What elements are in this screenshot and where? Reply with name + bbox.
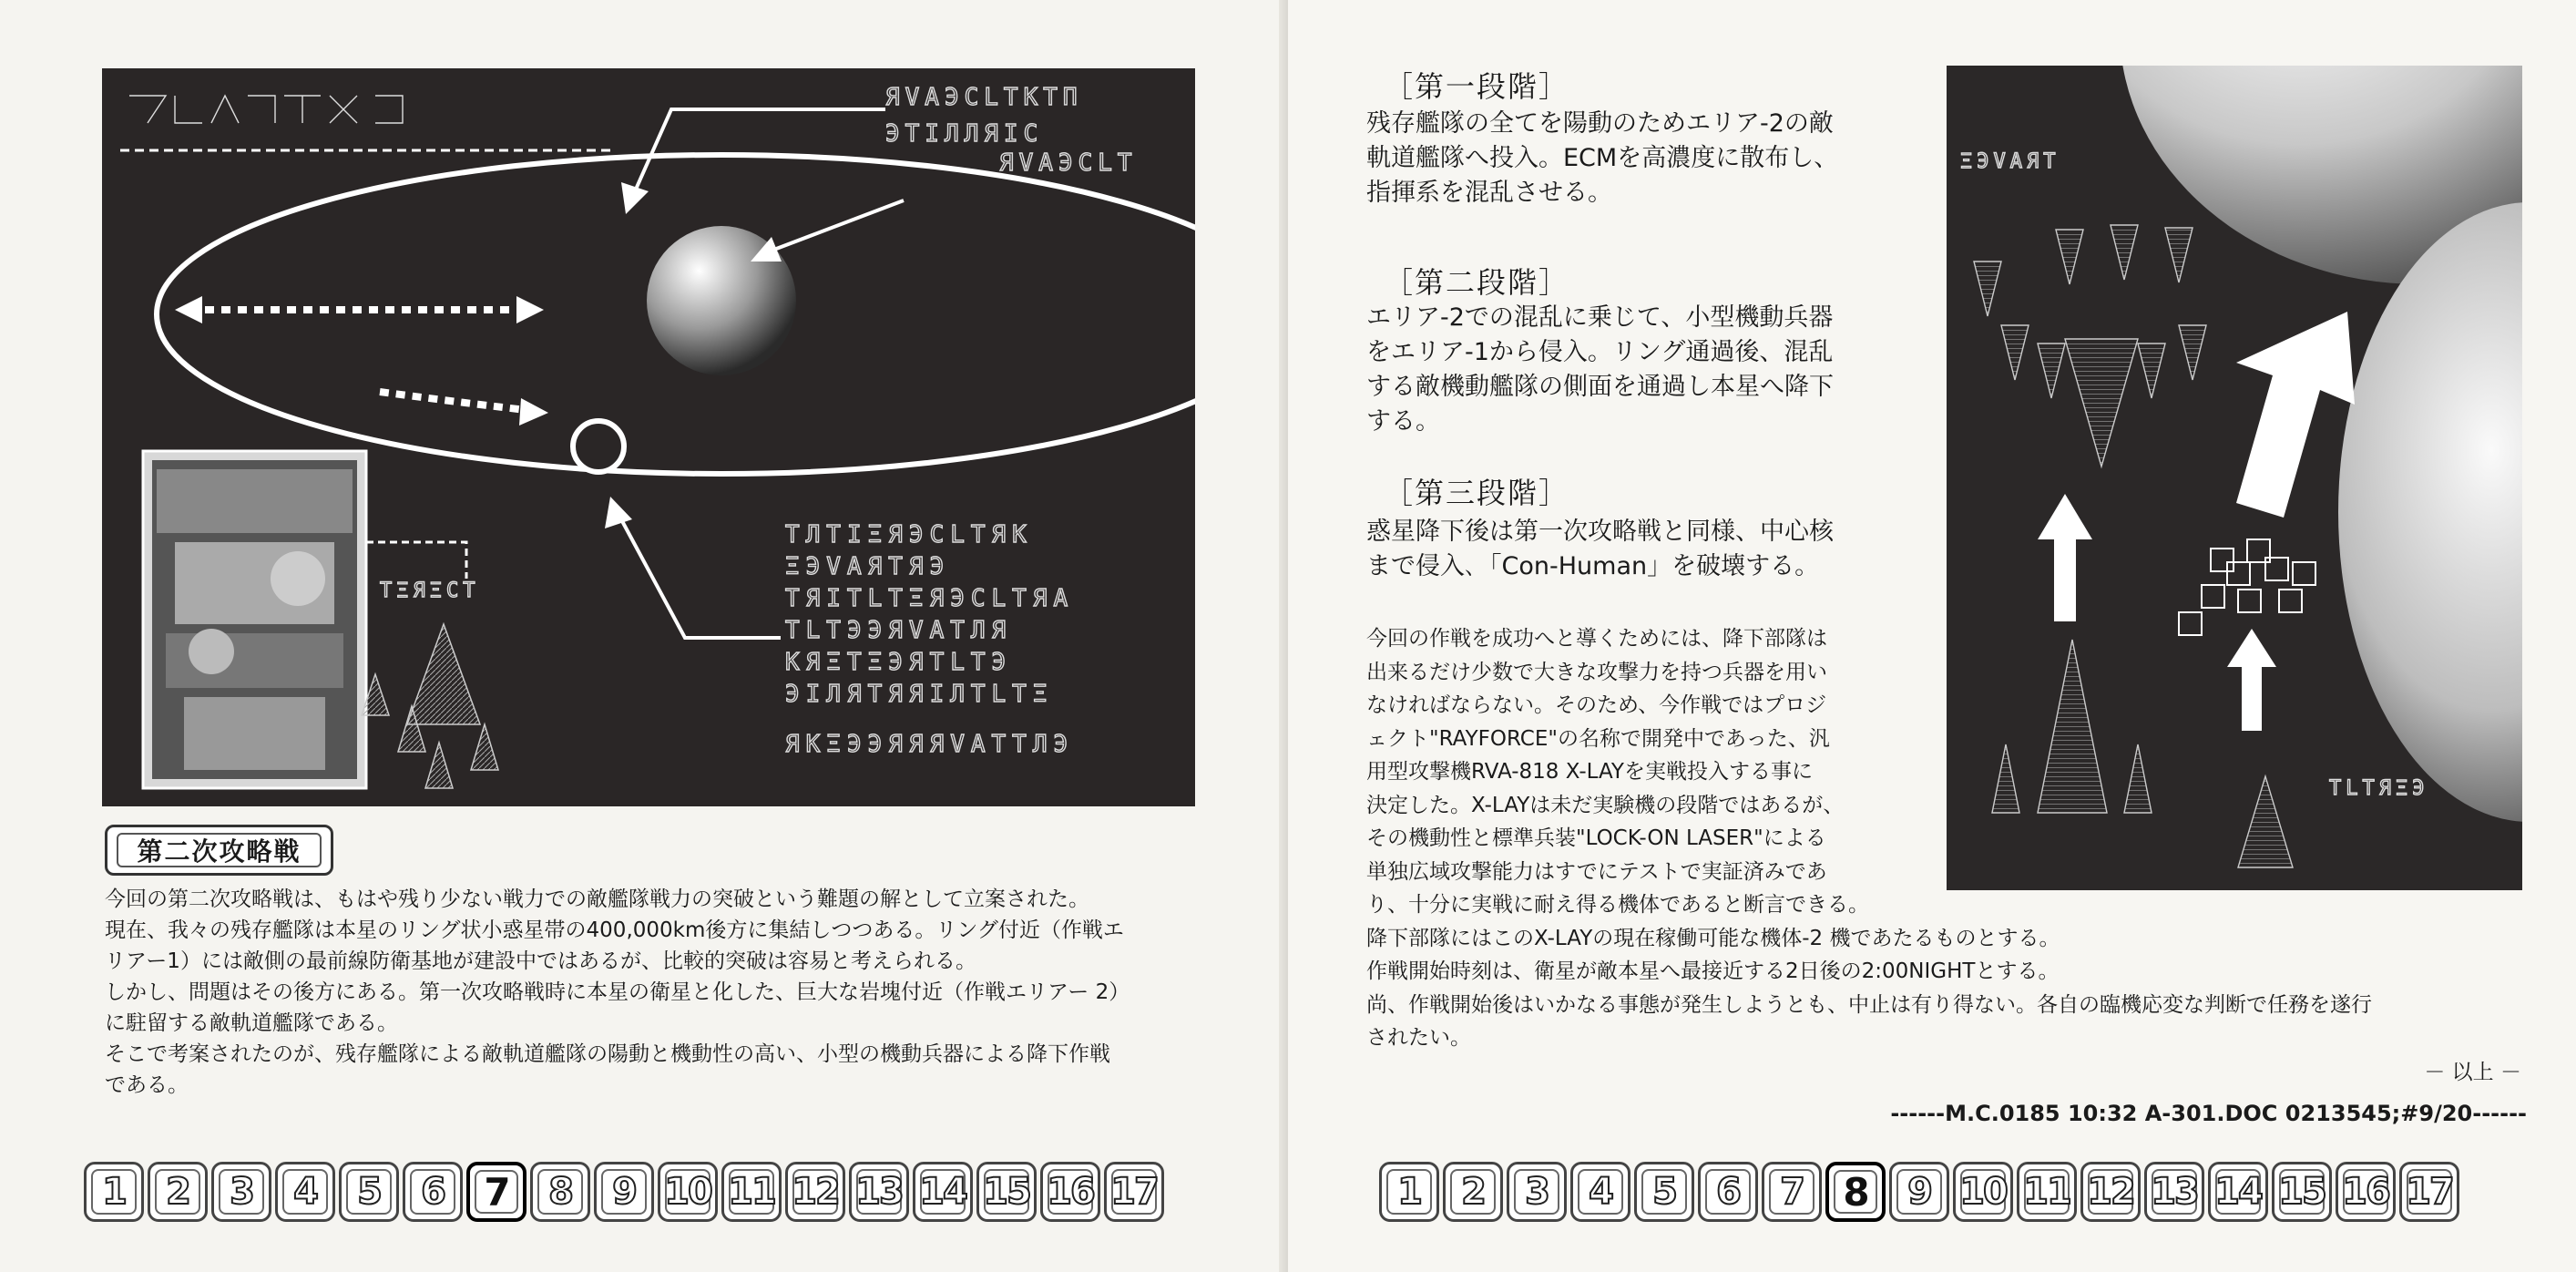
page-tab-6[interactable]: 6 (403, 1162, 463, 1222)
page-tab-17[interactable]: 17 (2399, 1162, 2459, 1222)
page-tab-13[interactable]: 13 (849, 1162, 909, 1222)
stage3-body (1366, 515, 1834, 584)
stage1-line: 軌道艦隊へ投入。ECMを高濃度に散布し、 (1366, 144, 1839, 172)
satellite-marker (573, 421, 624, 472)
svg-text:ΞЭVAЯTЯЭ: ΞЭVAЯTЯЭ (785, 553, 951, 580)
closing-mark: － 以上 － (2424, 1061, 2521, 1084)
page-tab-1[interactable]: 1 (1379, 1162, 1439, 1222)
page-tab-8[interactable]: 8 (530, 1162, 590, 1222)
alien-label-enemy: ΞЭVAЯT (1960, 150, 2060, 173)
right-body-line: 出来るだけ少数で大きな攻撃力を持つ兵器を用い (1366, 660, 1827, 684)
page-tab-7[interactable]: 7 (1762, 1162, 1822, 1222)
descent-diagram-art (1947, 66, 2522, 890)
svg-text:TLTЭЭЯVATЛЯ: TLTЭЭЯVATЛЯ (785, 617, 1013, 644)
up-arrow-small (2038, 494, 2092, 621)
page-tab-5[interactable]: 5 (339, 1162, 399, 1222)
left-para-line: 現在、我々の残存艦隊は本星のリング状小惑星帯の400,000km後方に集結しつつある。リング付近（作戦エ (105, 918, 1124, 942)
svg-text:TЯITLTΞЯЭCLTЯA: TЯITLTΞЯЭCLTЯA (785, 585, 1075, 612)
right-body-line: 尚、作戦開始後はいかなる事態が発生しようとも、中止は有り得ない。各自の臨機応変な判断で任務を遂行 (1366, 992, 2372, 1017)
left-page-index (84, 1162, 1164, 1222)
stage1-title: ［第一段階］ (1384, 69, 1570, 104)
stage2-line: する。 (1366, 407, 1440, 436)
up-arrow-right (2227, 629, 2276, 731)
page-tab-16[interactable]: 16 (2336, 1162, 2396, 1222)
page-tab-4[interactable]: 4 (1570, 1162, 1630, 1222)
page-tab-4[interactable]: 4 (275, 1162, 335, 1222)
lock-on-markers (2179, 539, 2315, 635)
stage2-line: エリア-2での混乱に乗じて、小型機動兵器 (1366, 303, 1834, 332)
alien-label-target: TΞЯΞCT (380, 580, 480, 602)
stage3-title: ［第三段階］ (1384, 476, 1570, 510)
svg-text:TЛTIΞЯЭCLTЯK: TЛTIΞЯЭCLTЯK (785, 521, 1033, 549)
page-tab-2[interactable]: 2 (148, 1162, 208, 1222)
right-body-line: 決定した。X-LAYは未だ実験機の段階ではあるが、 (1366, 793, 1845, 817)
page-tab-14[interactable]: 14 (2208, 1162, 2268, 1222)
page-tab-17[interactable]: 17 (1104, 1162, 1164, 1222)
moon-large (2338, 202, 2522, 822)
left-para-line: である。 (105, 1073, 189, 1097)
page-tab-6[interactable]: 6 (1698, 1162, 1758, 1222)
page-tab-1[interactable]: 1 (84, 1162, 144, 1222)
left-para-line: そこで考案されたのが、残存艦隊による敵軌道艦隊の陽動と機動性の高い、小型の機動兵器による降下作戦 (105, 1042, 1110, 1066)
page-tab-3[interactable]: 3 (211, 1162, 271, 1222)
stage3-line: 惑星降下後は第一次攻略戦と同様、中心核 (1366, 518, 1834, 546)
right-body-line: 用型攻撃機RVA-818 X-LAYを実戦投入する事に (1366, 760, 1813, 784)
orbit-diagram-art (102, 68, 1195, 806)
page-tab-9[interactable]: 9 (1889, 1162, 1949, 1222)
svg-text:KЯΞTΞЭЯTLTЭ: KЯΞTΞЭЯTLTЭ (785, 649, 1013, 676)
right-page-index (1379, 1162, 2459, 1222)
stage1-body (1366, 107, 1838, 210)
page-tab-8-current[interactable]: 8 (1825, 1162, 1886, 1222)
alien-label-xlay: TLTЯΞЭ (2329, 777, 2429, 800)
left-para-line: 今回の第二次攻略戦は、もはや残り少ない戦力での敵艦隊戦力の突破という難題の解として立案された。 (105, 887, 1089, 911)
stage1-line: 指揮系を混乱させる。 (1366, 179, 1612, 207)
section-heading-box (105, 825, 333, 876)
svg-text:ЭIЛЯTЯЯIЛTLTΞ: ЭIЛЯTЯЯIЛTLTΞ (785, 681, 1054, 708)
stage3-line: まで侵入､「Con-Human」を破壊する。 (1366, 552, 1820, 580)
stage2-line: する敵機動艦隊の側面を通過し本星へ降下 (1366, 373, 1834, 401)
alien-title-glyph (129, 96, 403, 123)
right-body-line: 今回の作戦を成功へと導くためには、降下部隊は (1366, 627, 1827, 651)
enemy-formation (1974, 225, 2206, 467)
right-body-line: その機動性と標準兵装"LOCK-ON LASER"による (1366, 826, 1826, 850)
page-tab-12[interactable]: 12 (2080, 1162, 2141, 1222)
page-tab-3[interactable]: 3 (1507, 1162, 1567, 1222)
page-tab-2[interactable]: 2 (1443, 1162, 1503, 1222)
page-tab-9[interactable]: 9 (594, 1162, 654, 1222)
right-body-line: なければならない。そのため、今作戦ではプロジ (1366, 693, 1827, 717)
page-tab-7-current[interactable]: 7 (466, 1162, 526, 1222)
page-tab-10[interactable]: 10 (658, 1162, 718, 1222)
page-tab-11[interactable]: 11 (2017, 1162, 2077, 1222)
page-tab-13[interactable]: 13 (2144, 1162, 2204, 1222)
stage2-body (1366, 301, 1834, 439)
page-tab-10[interactable]: 10 (1953, 1162, 2013, 1222)
stage2-title: ［第二段階］ (1384, 265, 1570, 300)
left-para-line: リアー1）には敵側の最前線防衛基地が建設中ではあるが、比較的突破は容易と考えられる。 (105, 949, 976, 973)
svg-text:ЭTIЛЛЯIC: ЭTIЛЛЯIC (885, 120, 1044, 148)
alien-label-glyphs-bottom (785, 521, 1074, 758)
left-paragraph (105, 884, 1130, 1101)
ship-formation (362, 624, 498, 788)
right-body-line: 単独広域攻撃能力はすでにテストで実証済みであ (1366, 859, 1827, 884)
descent-diagram (1947, 66, 2522, 890)
stage1-line: 残存艦隊の全てを陽動のためエリア-2の敵 (1366, 109, 1834, 138)
up-arrow-diagonal (2236, 312, 2355, 518)
page-tab-16[interactable]: 16 (1040, 1162, 1100, 1222)
left-para-line: に駐留する敵軌道艦隊である。 (105, 1011, 398, 1035)
page-tab-15[interactable]: 15 (2272, 1162, 2332, 1222)
page-tab-15[interactable]: 15 (976, 1162, 1037, 1222)
orbit-diagram (102, 68, 1195, 806)
right-body-line: 降下部隊にはこのX-LAYの現在稼働可能な機体-2 機であたるものとする。 (1366, 926, 2060, 950)
right-body-line: されたい。 (1366, 1026, 1471, 1050)
svg-text:ЯVAЭCLT: ЯVAЭCLT (999, 149, 1138, 177)
svg-text:ЯKΞЭЭЯЯЯVATTЛЭ: ЯKΞЭЭЯЯЯVATTЛЭ (785, 731, 1075, 758)
right-body-line: ェクト"RAYFORCE"の名称で開発中であった、汎 (1366, 726, 1830, 751)
stage2-line: をエリア-1から侵入。リング通過後、混乱 (1366, 338, 1834, 366)
left-para-line: しかし、問題はその後方にある。第一次攻略戦時に本星の衛星と化した、巨大な岩塊付近（作戦エリアー 2） (105, 980, 1130, 1004)
page-tab-12[interactable]: 12 (785, 1162, 845, 1222)
right-body-line: り、十分に実戦に耐え得る機体であると断言できる。 (1366, 893, 1869, 917)
right-page (1288, 0, 2576, 1272)
svg-text:ЯVAЭCLTKТΠ: ЯVAЭCLTKТΠ (885, 84, 1083, 111)
page-tab-14[interactable]: 14 (913, 1162, 973, 1222)
page-tab-5[interactable]: 5 (1634, 1162, 1694, 1222)
page-tab-11[interactable]: 11 (721, 1162, 782, 1222)
right-body-line: 作戦開始時刻は、衛星が敵本星へ最接近する2日後の2:00NIGHTとする。 (1366, 959, 2060, 983)
document-id-line: ------M.C.0185 10:32 A-301.DOC 0213545;#9/20------ (1890, 1101, 2527, 1126)
section-heading: 第二次攻略戦 (117, 833, 322, 867)
